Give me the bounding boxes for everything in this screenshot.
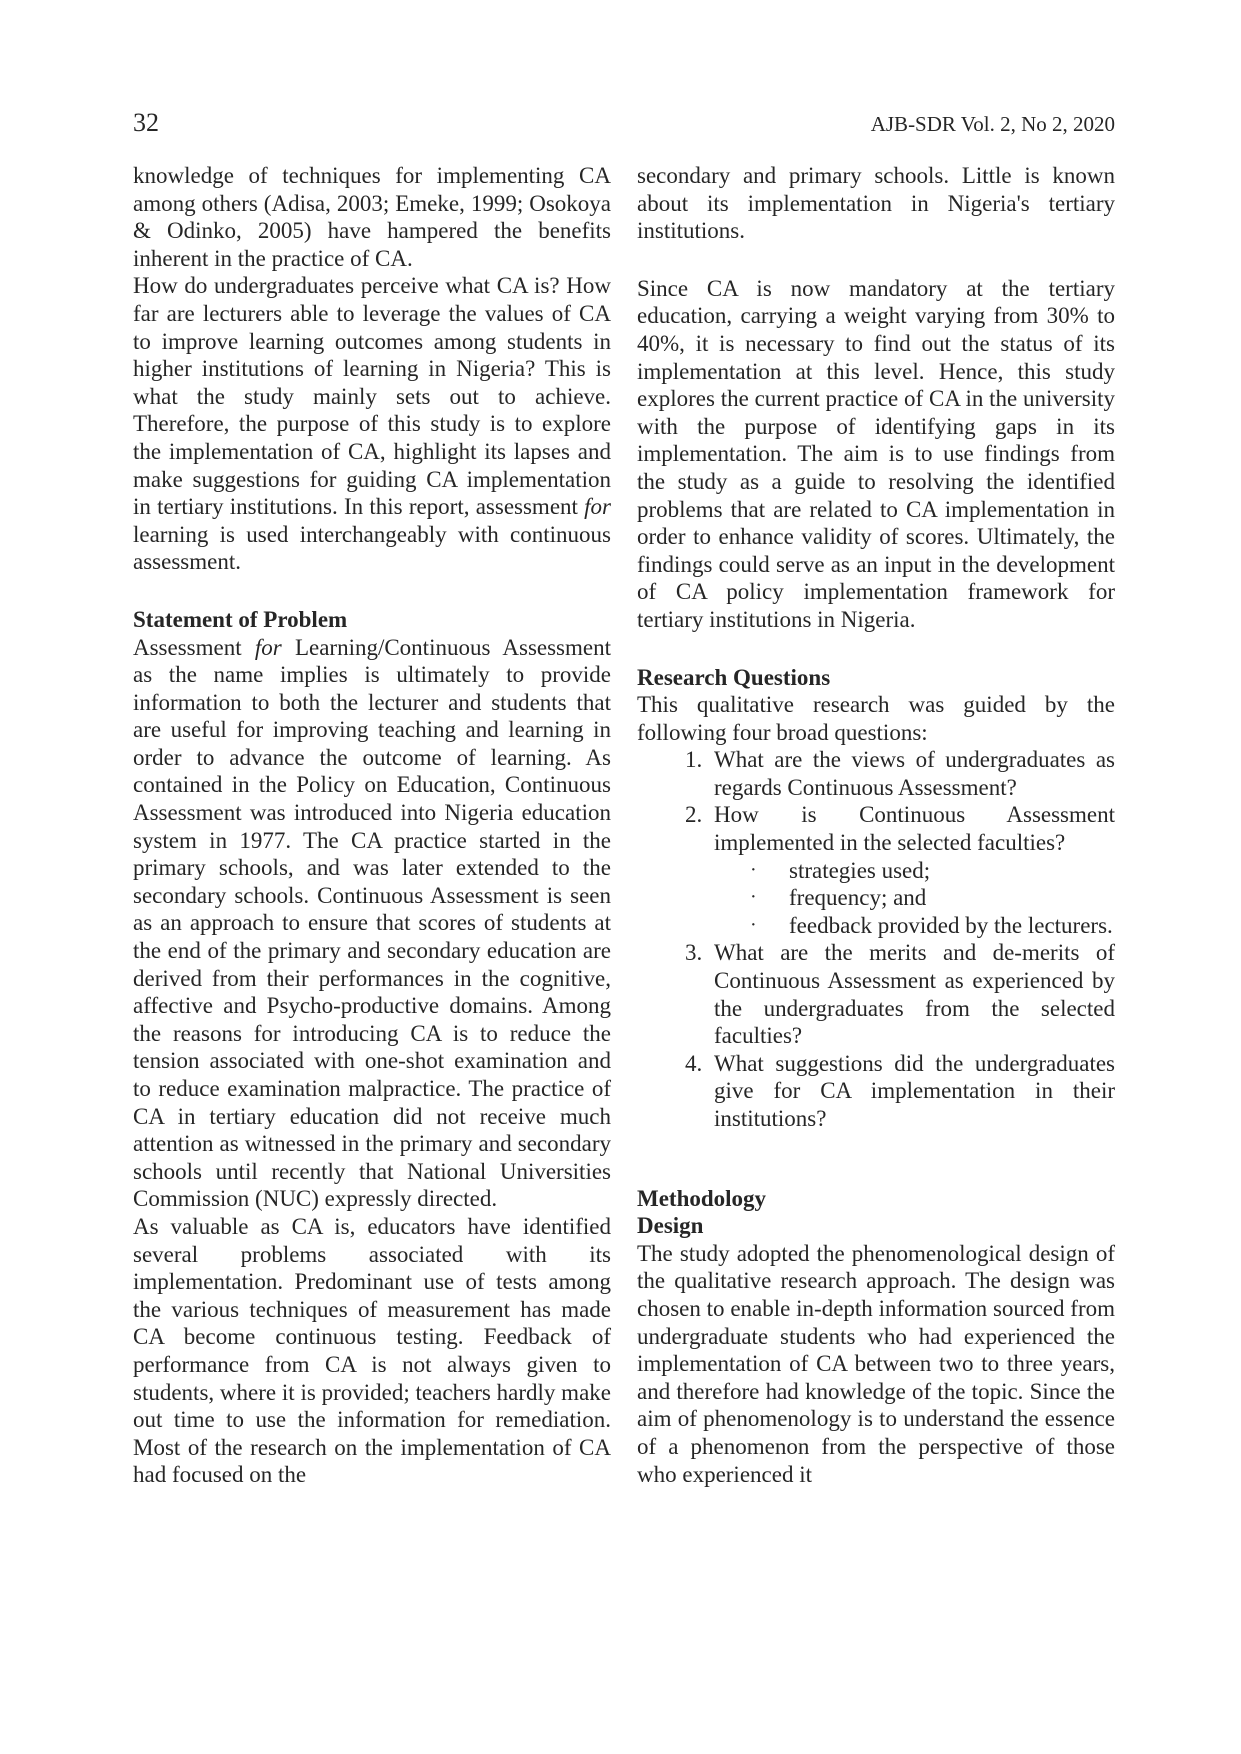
paragraph [133,162,611,272]
numbered-list-item [637,746,1115,801]
page-header [133,108,1115,138]
bullet-dot-icon: · [750,858,757,881]
paragraph [637,1240,1115,1488]
text-segment: learning is used interchangeably with continuous assessment. [133,521,611,575]
paragraph [133,634,611,1213]
italic-text: for [584,494,611,520]
journal-title: AJB-SDR Vol. 2, No 2, 2020 [870,112,1115,136]
bullet-sub-text: feedback provided by the lecturers. [789,912,1113,938]
numbered-list-item [637,1050,1115,1133]
list-item-number: 1. [685,747,703,773]
text-segment: Since CA is now mandatory at the tertiary education, carrying a weight varying from 30% to 40%, it is necessary to find out the status of its implementation at this level. Hence, this study explores the current practice of CA in the university with the purpose of identifying gaps in its implementation. The aim is to use findings from the study as a guide to resolving the identified problems that are related to CA implementation in order to enhance validity of scores. Ultimately, the findings could serve as an input in the development of CA policy implementation framework for tertiary institutions in Nigeria. [637,275,1115,632]
text-segment: Learning/Continuous Assessment as the name implies is ultimately to provide information to both the lecturer and students that are useful for improving teaching and learning in order to advance the outcome of learning. As contained in the Policy on Education, Continuous Assessment was introduced into Nigeria education system in 1977. The CA practice started in the primary schools, and was later extended to the secondary schools. Continuous Assessment is seen as an approach to ensure that scores of students at the end of the primary and secondary education are derived from their performances in the cognitive, affective and Psycho-productive domains. Among the reasons for introducing CA is to reduce the tension associated with one-shot examination and to reduce examination malpractice. The practice of CA in tertiary education did not receive much attention as witnessed in the primary and secondary schools until recently that National Universities Commission (NUC) expressly directed. [133,634,611,1212]
bullet-sub-item [637,884,1115,912]
list-item-text: What suggestions did the undergraduates give for CA implementation in their institutions? [714,1050,1115,1131]
bullet-sub-item [637,912,1115,940]
bullet-sub-text: strategies used; [789,857,931,883]
section-heading: Design [637,1213,704,1239]
bullet-dot-icon: · [750,913,757,936]
paragraph [637,691,1115,746]
section-heading: Research Questions [637,664,831,690]
numbered-list-item [637,801,1115,856]
paragraph [637,162,1115,245]
section-heading: Methodology [637,1185,767,1211]
bullet-sub-item [637,857,1115,885]
paragraph [133,1213,611,1489]
section-heading: Statement of Problem [133,606,348,632]
bullet-dot-icon: · [750,886,757,909]
text-segment: This qualitative research was guided by the following four broad questions: [637,692,1115,745]
right-column [637,162,1115,1489]
paragraph [637,275,1115,634]
list-item-text: What are the views of undergraduates as regards Continuous Assessment? [714,747,1115,800]
italic-text: for [254,634,282,660]
text-segment: How do undergraduates perceive what CA is? How far are lecturers able to leverage the values of CA to improve learning outcomes among students in higher institutions of learning in Nigeria? This is what the study mainly sets out to achieve. Therefore, the purpose of this study is to explore the implementation of CA, highlight its lapses and make suggestions for guiding CA implementation in tertiary institutions. In this report, assessment [133,273,611,520]
list-item-number: 2. [685,802,703,828]
text-segment: As valuable as CA is, educators have identified several problems associated with its implementation. Predominant use of tests among the various techniques of measurement has made CA become continuous testing. Feedback of performance from CA is not always given to students, where it is provided; teachers hardly make out time to use the information for remediation. Most of the research on the implementation of CA had focused on the [133,1213,611,1488]
text-segment: secondary and primary schools. Little is known about its implementation in Nigeria's tertiary institutions. [637,163,1115,244]
bullet-sub-text: frequency; and [789,885,927,911]
text-segment: Assessment [133,634,255,660]
left-column [133,162,611,1489]
paragraph [133,272,611,576]
numbered-list-item [637,939,1115,1049]
list-item-text: What are the merits and de-merits of Continuous Assessment as experienced by the undergraduates from the selected faculties? [714,940,1115,1049]
page-number: 32 [133,108,159,137]
body-columns [133,162,1115,1489]
text-segment: The study adopted the phenomenological design of the qualitative research approach. The design was chosen to enable in-depth information sourced from undergraduate students who had experienced the implementation of CA between two to three years, and therefore had knowledge of the topic. Since the aim of phenomenology is to understand the essence of a phenomenon from the perspective of those who experienced it [637,1240,1115,1487]
list-item-number: 3. [685,940,703,966]
text-segment: knowledge of techniques for implementing CA among others (Adisa, 2003; Emeke, 1999; Osokoya & Odinko, 2005) have hampered the benefits inherent in the practice of CA. [133,163,611,271]
list-item-text: How is Continuous Assessment implemented in the selected faculties? [714,802,1115,856]
list-item-number: 4. [685,1050,703,1076]
